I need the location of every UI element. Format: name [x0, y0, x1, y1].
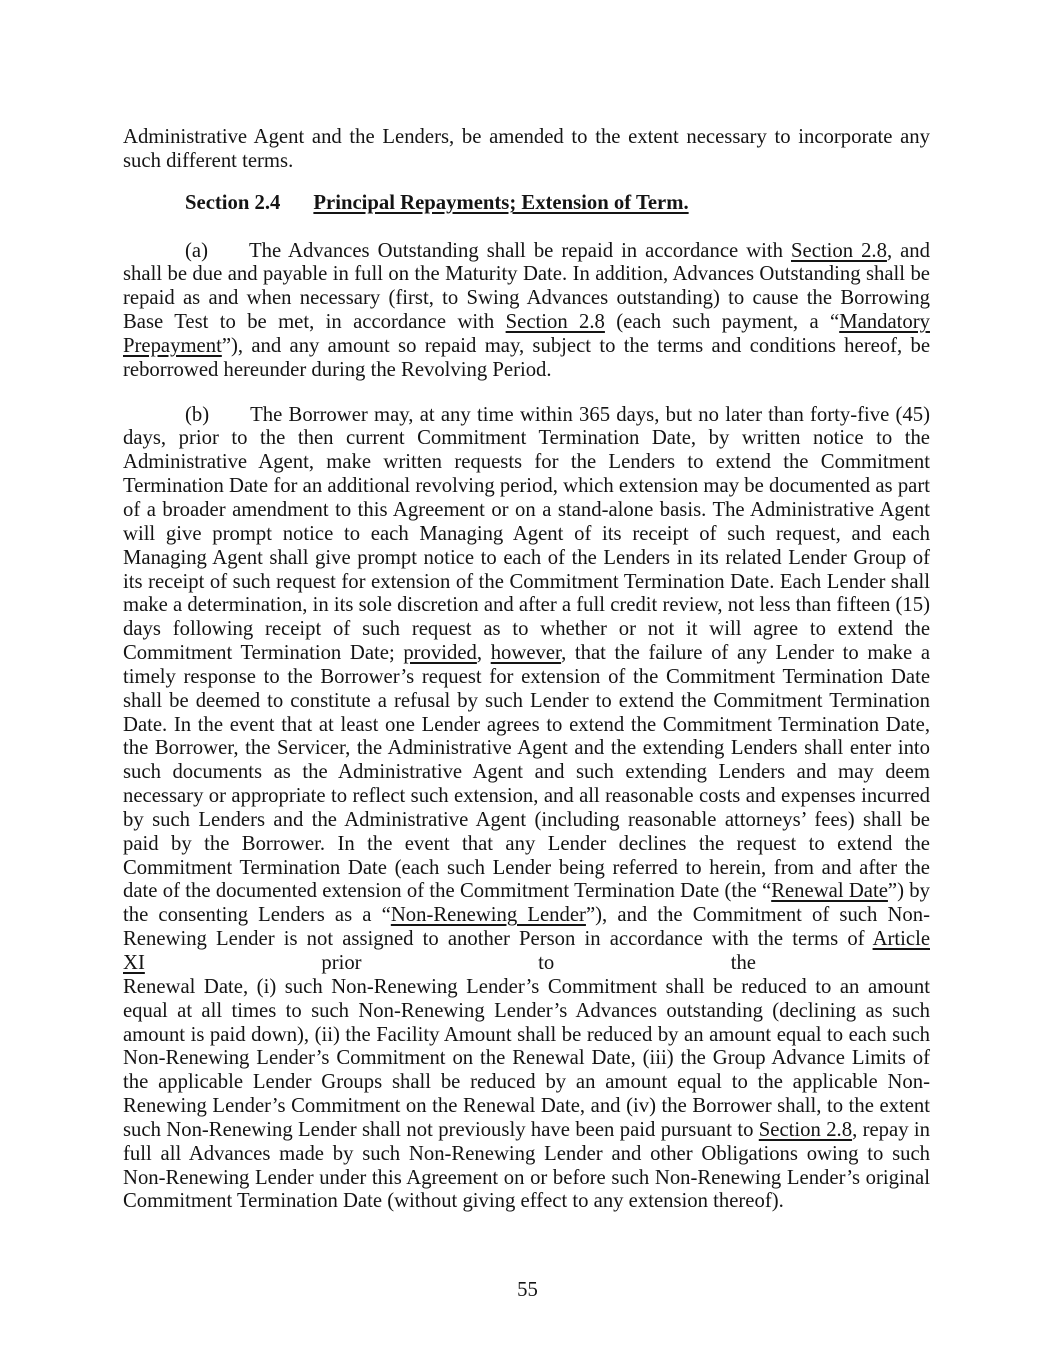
text-run: , [476, 642, 491, 665]
text-run: however [490, 642, 562, 665]
text-run: The Borrower may, at any time within 365 days, but no later than forty-five (45) days, prior to the then current Commitment Termination Date, by written notice to the Administrative Agent, make written requests for the Lenders to extend the Commitment Termination Date for an additional revolving period, which extension may be documented as part of a broader amendment to this Agreement or on a stand-alone basis. The Administrative Agent will give prompt notice to each Managing Agent of its receipt of such request, and each Managing Agent shall give prompt notice to each of the Lenders in its related Lender Group of its receipt of such request for extension of the Commitment Termination Date. Each Lender shall make a determination, in its sole discretion and after a full credit review, not less than fifteen (15) days following receipt of such request as to whether or not it will agree to extend the Commitment Termination Date; [123, 403, 930, 665]
text-run: Administrative Agent and the Lenders, be amended to the extent necessary to incorporate any such different terms. [123, 126, 930, 172]
text-run: Article [872, 928, 930, 951]
text-run: Non-Renewing Lender [390, 904, 586, 927]
text-run: provided [403, 642, 477, 665]
paragraph-a-text [123, 240, 930, 381]
text-run: , and shall be due and payable in full on the Maturity Date. In addition, Advances Outstanding shall be repaid as and when necessary (first, to Swing Advances outstanding) to cause the Borrowing Base Test to be met, in accordance with [123, 239, 930, 334]
page-number: 55 [517, 1279, 538, 1301]
text-run: to [538, 952, 555, 974]
text-run: Section 2.8 [758, 1118, 853, 1141]
paragraph-a-marker: (a) [185, 239, 208, 262]
text-run: , repay in full all Advances made by such Non-Renewing Lender and other Obligations owing to such Non-Renewing Lender under this Agreement on or before such Non-Renewing Lender’s original Commitment Termination Date (without giving effect to any extension thereof). [123, 1118, 930, 1213]
paragraph-b [123, 404, 930, 1215]
paragraph-a [123, 240, 930, 383]
continuation-paragraph [123, 126, 930, 174]
paragraph-b-part1-text [123, 404, 930, 951]
text-run: Section 2.8 [505, 311, 605, 334]
text-run: The Advances Outstanding shall be repaid in accordance with [248, 239, 791, 262]
text-run: ”), and the Commitment of such Non-Renewing Lender is not assigned to another Person in accordance with the terms of [123, 904, 930, 951]
text-run: Mandatory Prepayment [123, 311, 930, 357]
section-number: Section 2.4 [185, 191, 281, 214]
text-run: the [730, 952, 756, 974]
text-run: Section 2.8 [791, 239, 887, 262]
text-run: ”), and any amount so repaid may, subject to the terms and conditions hereof, be reborrowed hereunder during the Revolving Period. [123, 334, 930, 381]
text-run: prior [321, 952, 362, 974]
paragraph-b-marker: (b) [185, 403, 210, 426]
paragraph-b-part2 [123, 976, 930, 1214]
page-content [123, 126, 930, 1214]
text-run: Renewal Date, (i) such Non-Renewing Lender’s Commitment shall be reduced to an amount equal at all times to such Non-Renewing Lender’s Advances outstanding (declining as such amount is paid down), (ii) the Facility Amount shall be reduced by an amount equal to each such Non-Renewing Lender’s Commitment on the Renewal Date, (iii) the Group Advance Limits of the applicable Lender Groups shall be reduced by an amount equal to the applicable Non-Renewing Lender’s Commitment on the Renewal Date, and (iv) the Borrower shall, to the extent such Non-Renewing Lender shall not previously have been paid pursuant to [123, 975, 930, 1141]
text-run: XI [123, 952, 145, 974]
text-run: (each such payment, a “ [604, 311, 840, 334]
text-run: ”) by the consenting Lenders as a “ [123, 880, 930, 927]
paragraph-b-part1 [123, 404, 930, 952]
text-run: , that the failure of any Lender to make a timely response to the Borrower’s request for extension of the Commitment Termination Date shall be deemed to constitute a refusal by such Lender to extend the Commitment Termination Date. In the event that at least one Lender agrees to extend the Commitment Termination Date, the Borrower, the Servicer, the Administrative Agent and the extending Lenders shall enter into such documents as the Administrative Agent and such extending Lenders and may deem necessary or appropriate to reflect such extension, and all reasonable costs and expenses incurred by such Lenders and the Administrative Agent (including reasonable attorneys’ fees) shall be paid by the Borrower. In the event that any Lender declines the request to extend the Commitment Termination Date (each such Lender being referred to herein, from and after the date of the documented extension of the Commitment Termination Date (the “ [123, 642, 931, 903]
section-heading [123, 192, 930, 216]
section-title: Principal Repayments; Extension of Term. [313, 191, 689, 214]
paragraph-b-spread-line [123, 952, 756, 976]
text-run: Renewal Date [771, 880, 888, 903]
